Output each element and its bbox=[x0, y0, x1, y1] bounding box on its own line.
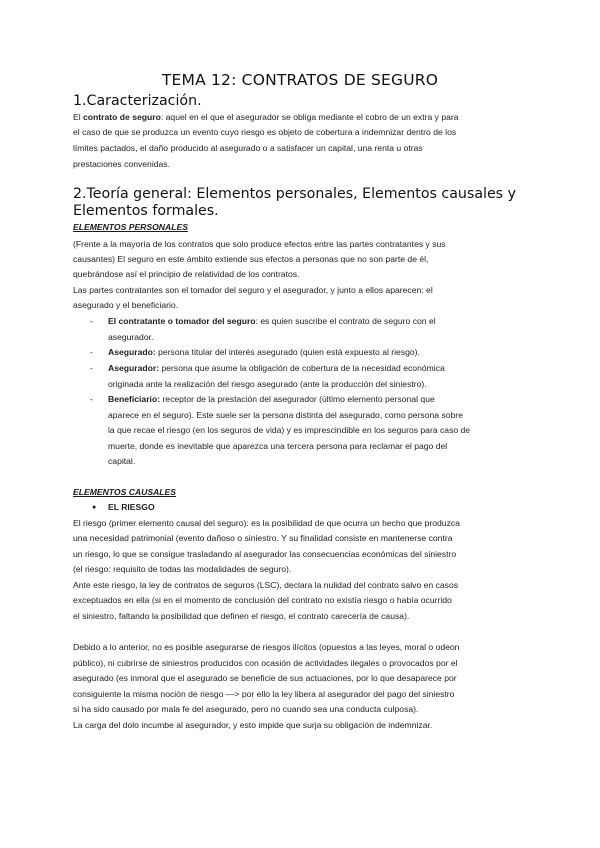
paragraph-line: el siniestro, faltando la posibilidad que definen el riesgo, el contrato carecería de causa). bbox=[73, 611, 410, 621]
bold-term: Asegurado: bbox=[108, 347, 156, 357]
paragraph-line: asegurado y el beneficiario. bbox=[73, 300, 179, 310]
paragraph-line: el caso de que se produzca un evento cuyo riesgo es objeto de cobertura a indemnizar dentro de los bbox=[73, 127, 457, 137]
paragraph-line: un riesgo, lo que se consigue trasladando al asegurador las consecuencias económicas del siniestro bbox=[73, 549, 457, 559]
text: receptor de la prestación del asegurador (último elemento personal que bbox=[160, 394, 435, 404]
text: El bbox=[73, 112, 84, 122]
paragraph-line: (el riesgo: requisito de todas las modalidades de seguro). bbox=[73, 564, 292, 574]
list-item bbox=[108, 316, 436, 327]
paragraph-line: si ha sido causado por mala fe del asegurado, pero no cuando sea una conducta culposa). bbox=[73, 704, 419, 714]
dash-marker: - bbox=[90, 363, 93, 373]
list-item-cont: capital. bbox=[108, 456, 136, 466]
subheading-causales: ELEMENTOS CAUSALES bbox=[73, 487, 176, 497]
bullet-icon: ● bbox=[92, 504, 97, 511]
section2-heading: 2.Teoría general: Elementos personales, Elementos causales y bbox=[73, 186, 516, 202]
text: : aquel en el que el asegurador se obliga mediante el cobro de un extra y para bbox=[160, 112, 459, 122]
paragraph-line: Ante este riesgo, la ley de contratos de seguros (LSC), declara la nulidad del contrato salvo en casos bbox=[73, 580, 459, 590]
list-item-cont: aparece en el seguro). Este suele ser la persona distinta del asegurado, como persona sobre bbox=[108, 410, 463, 420]
section2-heading-cont: Elementos formales. bbox=[73, 203, 219, 219]
paragraph-line: quebrándose así el principio de relatividad de los contratos. bbox=[73, 269, 300, 279]
page-title: TEMA 12: CONTRATOS DE SEGURO bbox=[161, 71, 439, 89]
list-item bbox=[108, 363, 445, 374]
bold-term: El contratante o tomador del seguro bbox=[108, 316, 256, 326]
list-item-cont: asegurador. bbox=[108, 332, 154, 342]
bold-term: Asegurador: bbox=[108, 363, 160, 373]
bullet-label: EL RIESGO bbox=[108, 502, 155, 512]
text: persona que asume la obligación de cobertura de la necesidad económica bbox=[159, 363, 445, 373]
paragraph-line: La carga del dolo incumbe al asegurador, y esto impide que surja su obligación de indemnizar. bbox=[73, 720, 433, 730]
paragraph-line: una necesidad patrimonial (evento dañoso o siniestro. Y su finalidad consiste en mantenerse contra bbox=[73, 533, 453, 543]
dash-marker: - bbox=[90, 394, 93, 404]
dash-marker: - bbox=[90, 316, 93, 326]
paragraph-line bbox=[73, 112, 459, 123]
paragraph-line: consiguiente la misma noción de riesgo —> por ello la ley libera al asegurador del pago del siniestro bbox=[73, 689, 455, 699]
list-item bbox=[108, 347, 420, 358]
paragraph-line: (Frente a la mayoría de los contratos que solo produce efectos entre las partes contratantes y sus bbox=[73, 239, 446, 249]
text: persona titular del interés asegurado (quien está expuesto al riesgo). bbox=[155, 347, 420, 357]
dash-marker: - bbox=[90, 347, 93, 357]
bold-term: contrato de seguro bbox=[83, 112, 161, 122]
list-item-cont: originada ante la realización del riesgo asegurado (ante la producción del siniestro). bbox=[108, 379, 427, 389]
paragraph-line: límites pactados, el daño producido al asegurado o a satisfacer un capital, una renta u otras bbox=[73, 143, 423, 153]
paragraph-line: exceptuados en ella (si en el momento de conclusión del contrato no existía riesgo o había ocurrido bbox=[73, 595, 452, 605]
paragraph-line: público), ni cubrirse de siniestros producidos con ocasión de actividades ilegales o provocados por el bbox=[73, 658, 458, 668]
list-item bbox=[108, 394, 435, 405]
list-item-cont: muerte, donde es inevitable que aparezca una tercera persona para reclamar el pago del bbox=[108, 441, 448, 451]
bold-term: Beneficiario: bbox=[108, 394, 161, 404]
paragraph-line: El riesgo (primer elemento causal del seguro): es la posibilidad de que ocurra un hecho que produzca bbox=[73, 518, 460, 528]
paragraph-line: asegurado (es inmoral que el asegurado se beneficie de sus actuaciones, por lo que desaparece por bbox=[73, 673, 457, 683]
list-item-cont: la que recae el riesgo (en los seguros de vida) y es imprescindible en los seguros para caso de bbox=[108, 425, 471, 435]
text: : es quien suscribe el contrato de seguro con el bbox=[255, 316, 436, 326]
section1-heading: 1.Caracterización. bbox=[73, 93, 202, 109]
paragraph-line: Debido a lo anterior, no es posible asegurarse de riesgos ilícitos (opuestos a las leyes, moral o odeon bbox=[73, 642, 460, 652]
paragraph-line: prestaciones convenidas. bbox=[73, 159, 170, 169]
subheading-personales: ELEMENTOS PERSONALES bbox=[73, 222, 188, 232]
paragraph-line: causantes) El seguro en este ámbito extiende sus efectos a personas que no son parte de él, bbox=[73, 254, 429, 264]
paragraph-line: Las partes contratantes son el tomador del seguro y el asegurador, y junto a ellos aparecen: el bbox=[73, 285, 433, 295]
